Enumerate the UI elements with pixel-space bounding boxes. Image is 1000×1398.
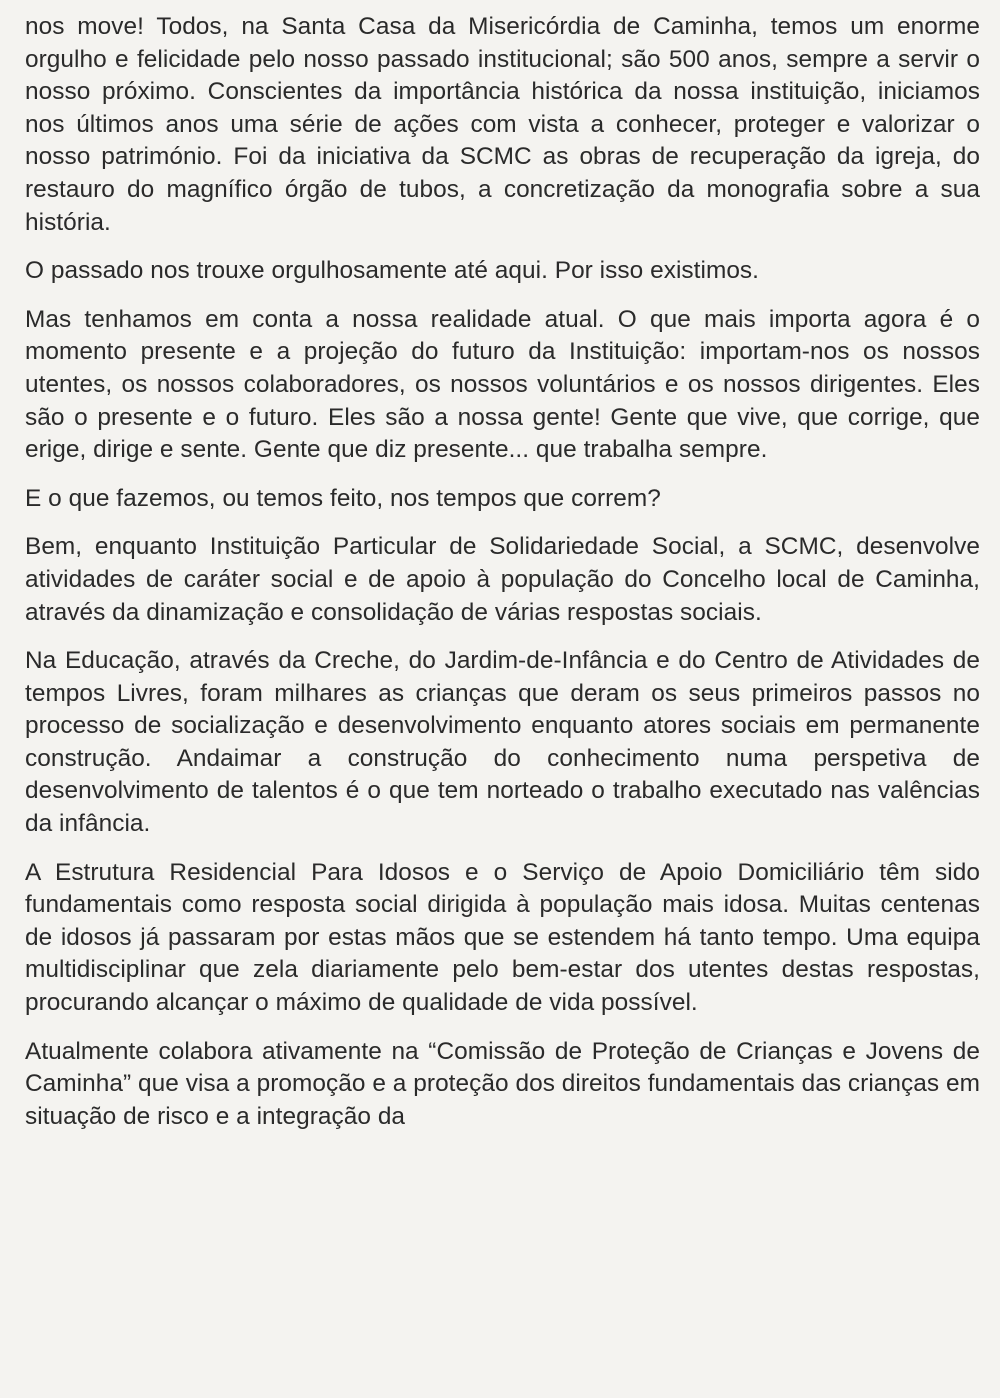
paragraph-heritage: nos move! Todos, na Santa Casa da Misericórdia de Caminha, temos um enorme orgulho e felicidade pelo nosso passado institucional; são 500 anos, sempre a servir o nosso próximo. Conscientes da importância histórica da nossa instituição, iniciamos nos últimos anos uma série de ações com vista a conhecer, proteger e valorizar o nosso património. Foi da iniciativa da SCMC as obras de recuperação da igreja, do restauro do magnífico órgão de tubos, a concretização da monografia sobre a sua história. bbox=[25, 13, 980, 236]
paragraph-present-reality: Mas tenhamos em conta a nossa realidade atual. O que mais importa agora é o momento presente e a projeção do futuro da Instituição: importam-nos os nossos utentes, os nossos colaboradores, os nossos voluntários e os nossos dirigentes. Eles são o presente e o futuro. Eles são a nossa gente! Gente que vive, que corrige, que erige, dirige e sente. Gente que diz presente... que trabalha sempre. bbox=[25, 305, 980, 464]
paragraph-elderly-care: A Estrutura Residencial Para Idosos e o Serviço de Apoio Domiciliário têm sido fundamentais como resposta social dirigida à população mais idosa. Muitas centenas de idosos já passaram por estas mãos que se estendem há tanto tempo. Uma equipa multidisciplinar que zela diariamente pelo bem-estar dos utentes destas respostas, procurando alcançar o máximo de qualidade de vida possível. bbox=[25, 858, 980, 1017]
paragraph-ipss: Bem, enquanto Instituição Particular de Solidariedade Social, a SCMC, desenvolve atividades de caráter social e de apoio à população do Concelho local de Caminha, através da dinamização e consolidação de várias respostas sociais. bbox=[25, 533, 980, 626]
paragraph-education: Na Educação, através da Creche, do Jardim-de-Infância e do Centro de Atividades de tempos Livres, foram milhares as crianças que deram os seus primeiros passos no processo de socialização e desenvolvimento enquanto atores sociais em permanente construção. Andaimar a construção do conhecimento numa perspetiva de desenvolvimento de talentos é o que tem norteado o trabalho executado nas valências da infância. bbox=[25, 647, 980, 838]
paragraph-question: E o que fazemos, ou temos feito, nos tempos que correm? bbox=[25, 484, 661, 512]
paragraph-child-protection: Atualmente colabora ativamente na “Comissão de Proteção de Crianças e Jovens de Caminha” que visa a promoção e a proteção dos direitos fundamentais das crianças em situação de risco e a integração da bbox=[25, 1037, 980, 1130]
paragraph-past: O passado nos trouxe orgulhosamente até aqui. Por isso existimos. bbox=[25, 257, 760, 285]
